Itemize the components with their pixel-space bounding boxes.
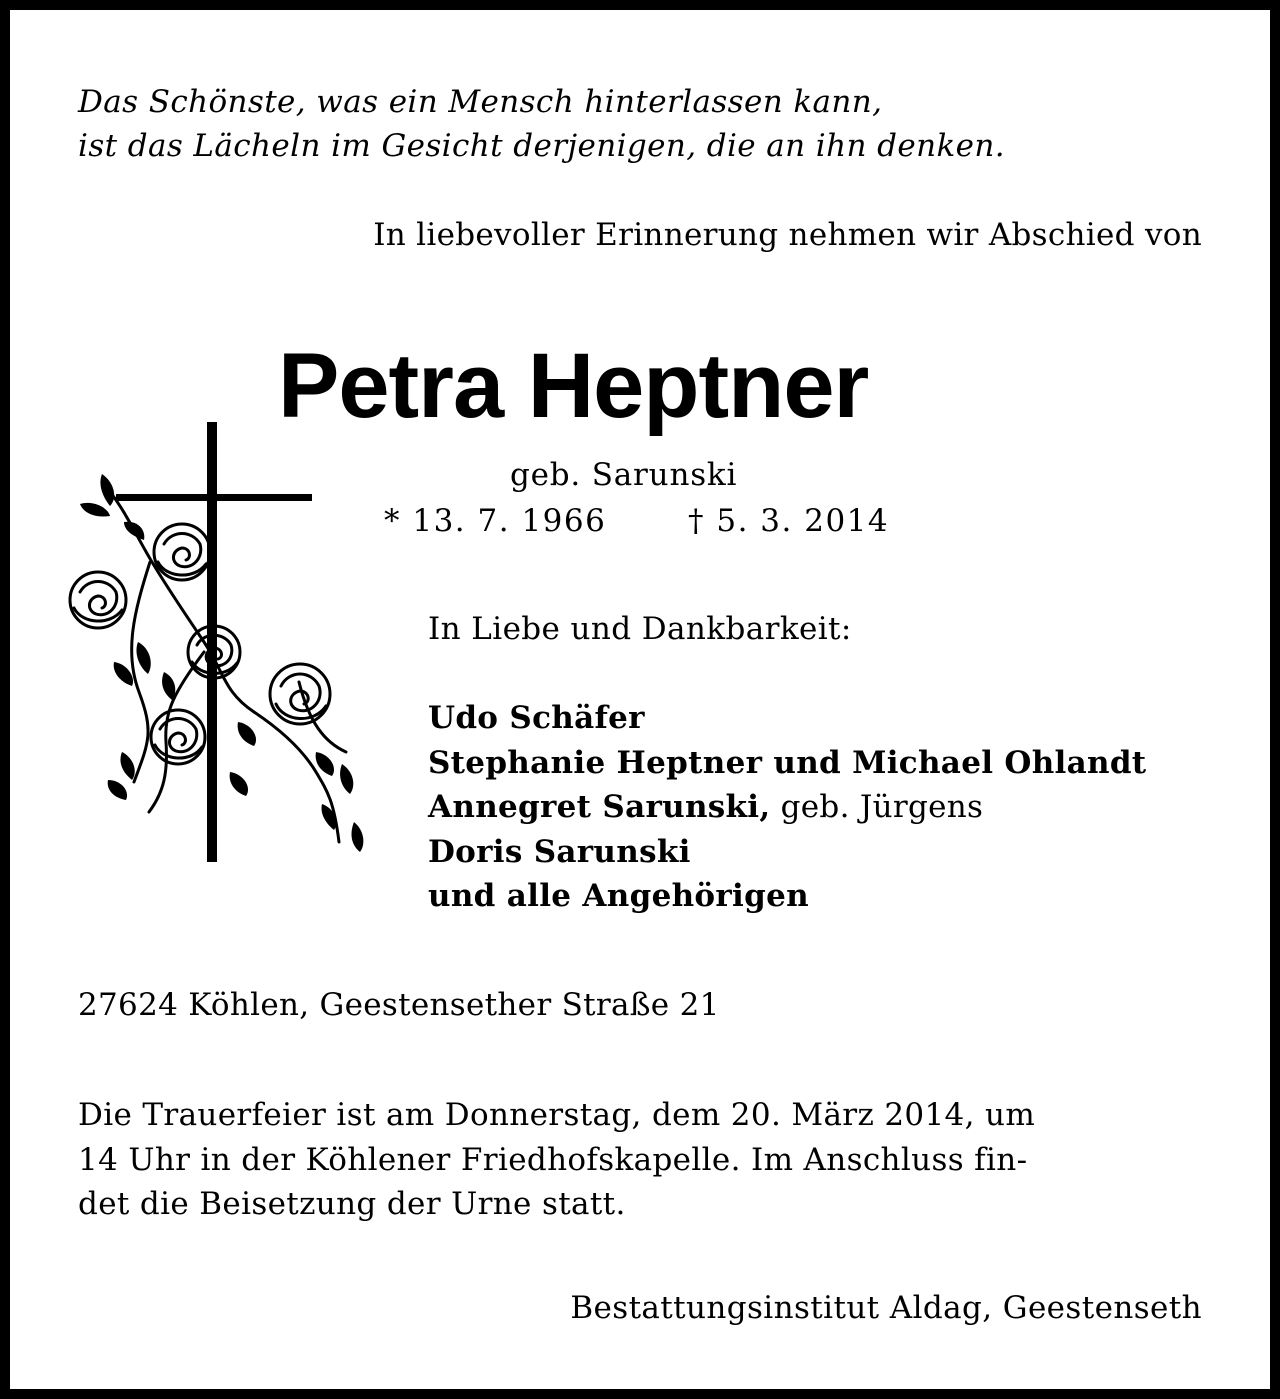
mourner-entry: [428, 830, 1146, 875]
birth-date: * 13. 7. 1966: [384, 503, 607, 539]
funeral-details: [78, 1093, 1035, 1227]
mourner-entry: [428, 741, 1146, 786]
funeral-details-line-1: Die Trauerfeier ist am Donnerstag, dem 20. März 2014, um: [78, 1097, 1036, 1133]
mourner-name: Udo Schäfer: [428, 700, 645, 736]
farewell-intro: In liebevoller Erinnerung nehmen wir Abschied von: [373, 217, 1202, 253]
funeral-details-line-3: det die Beisetzung der Urne statt.: [78, 1186, 626, 1222]
family-address: 27624 Köhlen, Geestensether Straße 21: [78, 987, 720, 1023]
deceased-name: Petra Heptner: [278, 335, 869, 437]
mourner-suffix: geb. Jürgens: [770, 789, 984, 825]
maiden-name: geb. Sarunski: [510, 457, 738, 493]
mourner-name: Stephanie Heptner und Michael Ohlandt: [428, 744, 1147, 781]
mourner-name: Annegret Sarunski,: [428, 789, 771, 825]
mourners-list: [428, 696, 1146, 919]
mourner-name: und alle Angehörigen: [428, 878, 809, 914]
death-date: † 5. 3. 2014: [688, 503, 890, 539]
mourner-name: Doris Sarunski: [428, 833, 691, 870]
quote-line-1: Das Schönste, was ein Mensch hinterlassen kann,: [78, 84, 883, 120]
funeral-details-line-2: 14 Uhr in der Köhlener Friedhofskapelle. Im Anschluss fin-: [78, 1141, 1028, 1178]
mourner-entry: [428, 874, 1146, 919]
funeral-home: Bestattungsinstitut Aldag, Geestenseth: [570, 1290, 1202, 1326]
mourner-entry: [428, 785, 1146, 830]
gratitude-heading: In Liebe und Dankbarkeit:: [428, 611, 852, 647]
quote-line-2: ist das Lächeln im Gesicht derjenigen, die an ihn denken.: [78, 128, 1006, 164]
mourner-entry: [428, 696, 1146, 741]
cross-with-roses-icon: [54, 412, 374, 872]
